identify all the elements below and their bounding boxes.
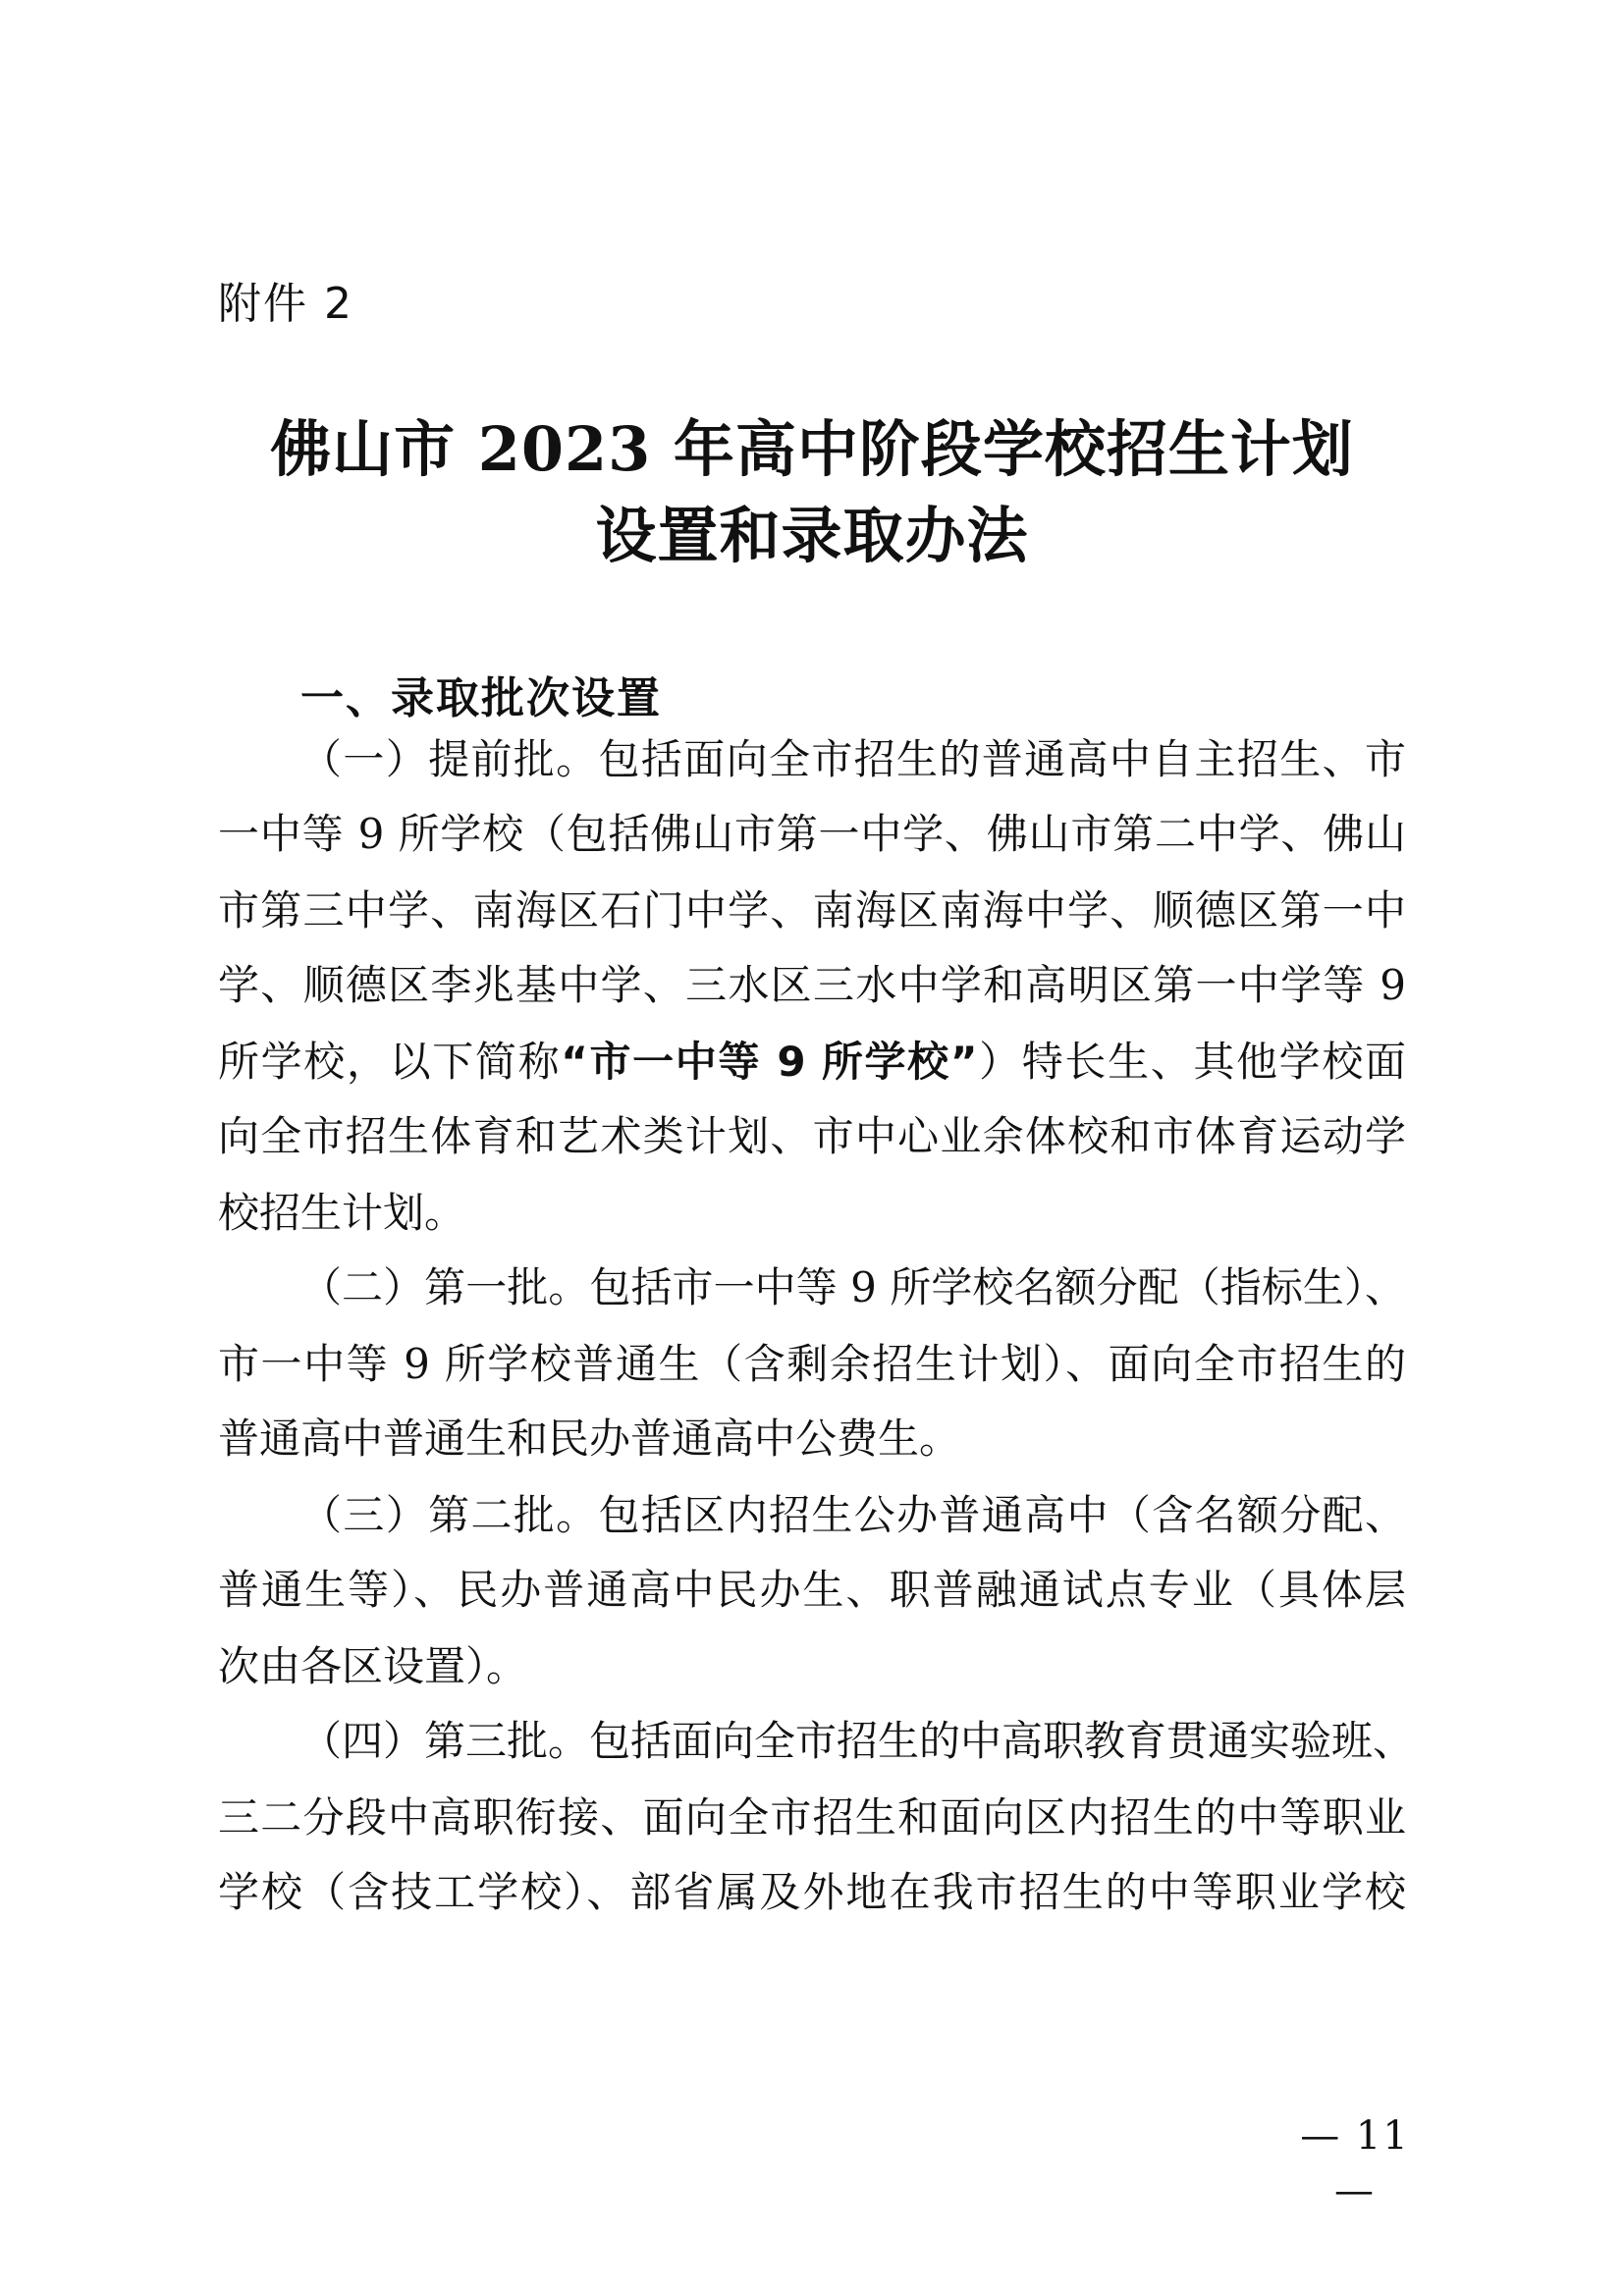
paragraph-3-line-2: 普通生等）、民办普通高中民办生、职普融通试点专业（具体层 xyxy=(218,1566,1406,1614)
paragraph-1-line-3: 市第三中学、南海区石门中学、南海区南海中学、顺德区第一中 xyxy=(218,886,1406,934)
paragraph-3-line-3: 次由各区设置）。 xyxy=(218,1642,528,1690)
paragraph-1-line-4: 学、顺德区李兆基中学、三水区三水中学和高明区第一中学等 9 xyxy=(218,961,1406,1009)
paragraph-2-line-2: 市一中等 9 所学校普通生（含剩余招生计划）、面向全市招生的 xyxy=(218,1340,1406,1388)
paragraph-1-line-7: 校招生计划。 xyxy=(218,1189,466,1237)
document-title-line-1: 佛山市 2023 年高中阶段学校招生计划 xyxy=(270,413,1354,485)
attachment-label: 附件 2 xyxy=(218,279,353,329)
paragraph-3-line-1: （三）第二批。包括区内招生公办普通高中（含名额分配、 xyxy=(300,1491,1406,1539)
paragraph-4-line-1: （四）第三批。包括面向全市招生的中高职教育贯通实验班、 xyxy=(300,1717,1415,1765)
page-number: — 11 — xyxy=(1300,2113,1410,2214)
paragraph-2-line-1: （二）第一批。包括市一中等 9 所学校名额分配（指标生）、 xyxy=(300,1263,1406,1311)
paragraph-1-line-5-post: ）特长生、其他学校面 xyxy=(977,1038,1406,1086)
paragraph-1-line-5 xyxy=(218,1035,1406,1090)
paragraph-4-line-2: 三二分段中高职衔接、面向全市招生和面向区内招生的中等职业 xyxy=(218,1793,1406,1842)
paragraph-1-line-1: （一）提前批。包括面向全市招生的普通高中自主招生、市 xyxy=(300,735,1406,783)
section-heading: 一、录取批次设置 xyxy=(300,673,662,723)
paragraph-1-line-2: 一中等 9 所学校（包括佛山市第一中学、佛山市第二中学、佛山 xyxy=(218,810,1406,858)
paragraph-2-line-3: 普通高中普通生和民办普通高中公费生。 xyxy=(218,1415,961,1463)
paragraph-1-line-6: 向全市招生体育和艺术类计划、市中心业余体校和市体育运动学 xyxy=(218,1112,1406,1160)
document-title-line-2: 设置和录取办法 xyxy=(595,500,1029,571)
paragraph-1-line-5-pre: 所学校，以下简称 xyxy=(218,1038,562,1086)
paragraph-1-abbreviation: “市一中等 9 所学校” xyxy=(561,1038,978,1086)
paragraph-4-line-3: 学校（含技工学校）、部省属及外地在我市招生的中等职业学校 xyxy=(218,1868,1406,1916)
